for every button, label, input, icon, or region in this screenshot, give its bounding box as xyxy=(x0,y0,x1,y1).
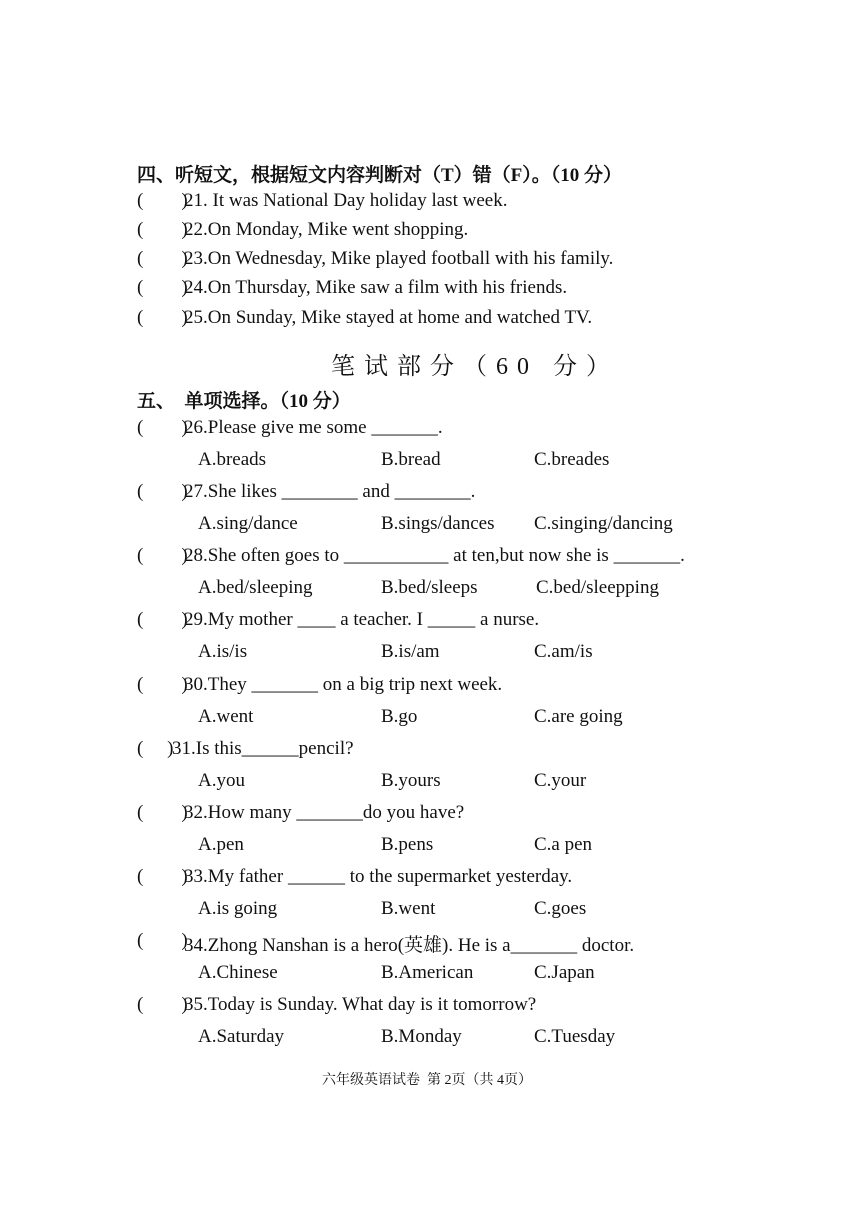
option-c[interactable]: C.am/is xyxy=(534,641,593,662)
answer-blank[interactable]: ( ) xyxy=(137,307,188,328)
question-30: 30.They _______ on a big trip next week. xyxy=(184,674,503,695)
option-c[interactable]: C.breades xyxy=(534,449,610,470)
option-a[interactable]: A.Chinese xyxy=(198,962,278,983)
statement-25: 25.On Sunday, Mike stayed at home and watched TV. xyxy=(184,307,593,328)
option-b[interactable]: B.bread xyxy=(381,449,441,470)
answer-blank[interactable]: ( ) xyxy=(137,609,188,630)
option-c[interactable]: C.your xyxy=(534,770,587,791)
option-c[interactable]: C.Tuesday xyxy=(534,1026,616,1047)
statement-23: 23.On Wednesday, Mike played football with his family. xyxy=(184,248,614,269)
statement-24: 24.On Thursday, Mike saw a film with his friends. xyxy=(184,277,568,298)
answer-blank[interactable]: ( ) xyxy=(137,930,188,951)
option-b[interactable]: B.pens xyxy=(381,834,434,855)
question-33: 33.My father ______ to the supermarket yesterday. xyxy=(184,866,573,887)
option-b[interactable]: B.went xyxy=(381,898,436,919)
option-b[interactable]: B.American xyxy=(381,962,474,983)
option-c[interactable]: C.singing/dancing xyxy=(534,513,673,534)
question-26: 26.Please give me some _______. xyxy=(184,417,443,438)
option-c[interactable]: C.goes xyxy=(534,898,587,919)
question-28: 28.She often goes to ___________ at ten,but now she is _______. xyxy=(184,545,685,566)
option-a[interactable]: A.breads xyxy=(198,449,267,470)
option-b[interactable]: B.bed/sleeps xyxy=(381,577,478,598)
option-a[interactable]: A.is/is xyxy=(198,641,248,662)
option-c[interactable]: C.Japan xyxy=(534,962,595,983)
option-b[interactable]: B.Monday xyxy=(381,1026,462,1047)
statement-22: 22.On Monday, Mike went shopping. xyxy=(184,219,469,240)
answer-blank[interactable]: ( ) xyxy=(137,545,188,566)
section5-title: 五、 单项选择。（10 分） xyxy=(137,391,351,412)
option-a[interactable]: A.sing/dance xyxy=(198,513,298,534)
page-footer: 六年级英语试卷 第 2页（共 4页） xyxy=(322,1073,532,1088)
question-31: 31.Is this______pencil? xyxy=(172,738,354,759)
question-29: 29.My mother ____ a teacher. I _____ a nurse. xyxy=(184,609,540,630)
written-part-title: 笔试部分（60 分） xyxy=(331,354,619,380)
question-35: 35.Today is Sunday. What day is it tomorrow? xyxy=(184,994,537,1015)
answer-blank[interactable]: ( ) xyxy=(137,219,188,240)
answer-blank[interactable]: ( ) xyxy=(137,481,188,502)
answer-blank[interactable]: ( ) xyxy=(137,277,188,298)
option-a[interactable]: A.is going xyxy=(198,898,278,919)
option-a[interactable]: A.bed/sleeping xyxy=(198,577,313,598)
question-27: 27.She likes ________ and ________. xyxy=(184,481,476,502)
answer-blank[interactable]: ( ) xyxy=(137,417,188,438)
answer-blank[interactable]: ( ) xyxy=(137,738,174,759)
answer-blank[interactable]: ( ) xyxy=(137,802,188,823)
option-a[interactable]: A.you xyxy=(198,770,245,791)
option-b[interactable]: B.yours xyxy=(381,770,441,791)
option-a[interactable]: A.went xyxy=(198,706,254,727)
question-34: 34.Zhong Nanshan is a hero(英雄). He is a_______ doctor. xyxy=(184,935,635,956)
answer-blank[interactable]: ( ) xyxy=(137,190,188,211)
option-c[interactable]: C.a pen xyxy=(534,834,593,855)
option-b[interactable]: B.sings/dances xyxy=(381,513,495,534)
answer-blank[interactable]: ( ) xyxy=(137,866,188,887)
answer-blank[interactable]: ( ) xyxy=(137,674,188,695)
answer-blank[interactable]: ( ) xyxy=(137,248,188,269)
option-b[interactable]: B.go xyxy=(381,706,418,727)
option-c[interactable]: C.are going xyxy=(534,706,623,727)
option-a[interactable]: A.pen xyxy=(198,834,244,855)
section4-title: 四、听短文，根据短文内容判断对（T）错（F）。（10 分） xyxy=(137,165,623,186)
option-a[interactable]: A.Saturday xyxy=(198,1026,285,1047)
option-b[interactable]: B.is/am xyxy=(381,641,440,662)
statement-21: 21. It was National Day holiday last week. xyxy=(184,190,508,211)
answer-blank[interactable]: ( ) xyxy=(137,994,188,1015)
question-32: 32.How many _______do you have? xyxy=(184,802,465,823)
option-c[interactable]: C.bed/sleepping xyxy=(536,577,659,598)
